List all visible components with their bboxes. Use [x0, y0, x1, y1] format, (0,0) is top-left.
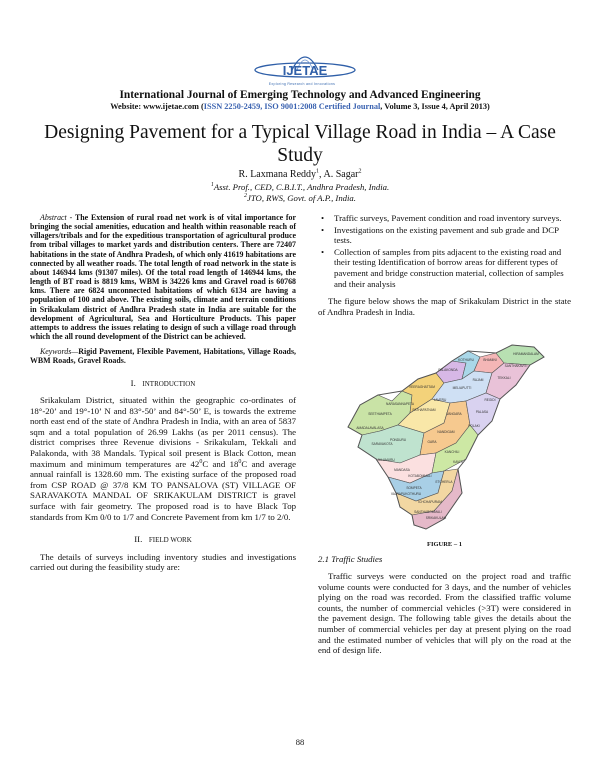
affiliation-1-mark: 1 — [210, 182, 214, 189]
intro-text-c: C and average annual rainfall is 1328.60 mm. The existing surface of the proposed road from CSP ROAD @ 37/8 KM TO PANSALOVA (ST) VILLAGE OF SARAVAKOTA MANDAL OF SRIKAKULAM DISTRICT is gravel surface with fair geometry. The proposed road is to have Black Top standards from Km 0/0 to 1/7 and Concrete Pavement from km 1/7 to 2/0. — [30, 458, 297, 522]
list-item: • Collection of samples from pits adjacent to the existing road and their testing Identification of borrow areas for different types of pavement and bridge construction material, collection of samples and their analysis — [318, 247, 571, 289]
map-regions — [348, 345, 544, 529]
affiliation-1 — [40, 182, 560, 192]
field-work-paragraph: The details of surveys including inventory studies and investigations carried out during the feasibility study are: — [30, 551, 296, 573]
map-region-label: VEERAGHATTAM — [409, 385, 435, 389]
introduction-paragraph — [30, 395, 296, 522]
degree-sup-1: 0 — [199, 458, 203, 465]
map-region-label: RAJAM — [472, 378, 484, 382]
map-region-label: KOTABOMMALI — [408, 474, 432, 478]
map-region-label: SANTHABOMMALI — [414, 510, 442, 514]
author-2-mark: 2 — [358, 168, 362, 175]
map-region-label: SANTHAKAVITI — [504, 364, 528, 368]
right-column — [318, 213, 571, 317]
section-heading-introduction — [30, 378, 296, 390]
map-region-label: GARA — [427, 440, 437, 444]
figure-caption: FIGURE – 1 — [426, 541, 463, 548]
map-region-label: NARASANNAPETA — [386, 402, 414, 406]
map-region-label: PALAKONDA — [438, 368, 458, 372]
abstract-label: Abstract - — [40, 213, 73, 222]
map-region-label: SEETHAMPETA — [368, 412, 392, 416]
abstract — [30, 213, 296, 341]
affiliation-1-text: Asst. Prof., CED, C.B.I.T., Andhra Pradesh, India. — [213, 182, 390, 192]
traffic-studies-paragraph: Traffic surveys were conducted on the project road and traffic volume counts were conducted for 3 days, and the number of vehicles plying on the road was recorded. From the classified traffic volume counts, the number of commercial vehicles (>3T) were considered in the pavement design. The following table gives the details about the number of commercial vehicles per day at present plying on the road and the estimated number of vehicles that will ply on the road at the end of design life. — [318, 571, 571, 656]
website-prefix: Website: www.ijetae.com ( — [110, 102, 204, 111]
map-region-label: PONDURU — [389, 438, 407, 442]
author-1: R. Laxmana Reddy — [238, 169, 317, 180]
map-region-label: KAVITI — [453, 460, 463, 464]
map-region-label: ETCHERLA — [435, 480, 453, 484]
map-region-label: PATHAPATNAM — [412, 408, 436, 412]
map-region-label: JALUMURU — [377, 458, 395, 462]
map-region-label: MELIAPUTTI — [452, 386, 472, 390]
map-region-label: LAVERU — [433, 398, 447, 402]
keywords — [30, 347, 296, 365]
issue-info: , Volume 3, Issue 4, April 2013) — [380, 102, 490, 111]
map-region-label: SARAVAKOTA — [371, 442, 393, 446]
survey-list — [318, 213, 571, 289]
page-number: 88 — [295, 737, 305, 747]
paper-title: Designing Pavement for a Typical Village Road in India – A Case Study — [44, 122, 556, 166]
section-number: II. — [134, 534, 143, 545]
section-heading-field-work — [30, 534, 296, 546]
map-region-label: SOMPETA — [406, 486, 422, 490]
list-item: • Traffic surveys, Pavement condition and road inventory surveys. — [318, 213, 571, 224]
left-column — [30, 213, 296, 573]
section-number: I. — [130, 377, 136, 388]
certification-link[interactable]: ISSN 2250-2459, ISO 9001:2008 Certified Journal — [203, 102, 381, 111]
section-title: FIELD WORK — [148, 536, 192, 545]
subsection-heading-traffic: 2.1 Traffic Studies — [318, 554, 383, 564]
map-region-label: PALASA — [475, 410, 489, 414]
keywords-label: Keywords— — [40, 347, 79, 357]
abstract-text: The Extension of rural road net work is of vital importance for bringing the social amenities, education and health within reasonable reach of villagers/tribals and for the expeditious transportation of agricultural produce from tribal villages to market yards and distribution centers. There are 72407 habitations in the state of Andhra Pradesh, of which only 41619 habitations are connected by all weather roads. The total length of road network in the state is about 146944 kms (91307 miles). Of the total road length of 146944 kms, the length of BT road is 8819 kms, WBM is 34226 kms and Gravel road is 60768 kms. There are 6824 unconnected habitations of which 6134 are having a population of 100 and above. The existing soils, climate and terrain conditions in Srikakulam district of Andhra Pradesh state in India are suitable for the development of Agricultural, Sea and Horticulture Products. This paper attempts to address the issues relating to design of such a village road through which the all round development of the District can be achieved. — [30, 213, 297, 342]
authors: R. Laxmana Reddy$^1$, A. Sagar$^2$ — [238, 168, 362, 180]
map-region-label: REGIDI — [484, 398, 496, 402]
affiliation-2-text: JTO, RWS, Govt. of A.P., India. — [247, 193, 356, 203]
map-region-label: VAJRAPUKOTHURU — [390, 492, 422, 496]
logo-tagline: Exploring Research and Innovations — [268, 82, 336, 86]
map-region-label: VANGARA — [446, 412, 462, 416]
map-region-label: POLAKI — [468, 424, 480, 428]
srikakulam-district-map — [340, 343, 550, 531]
degree-sup-2: 0 — [238, 458, 242, 465]
journal-name: International Journal of Emerging Technology and Advanced Engineering — [119, 89, 481, 101]
keywords-text: Rigid Pavement, Flexible Pavement, Habitations, Village Roads, WBM Roads, Gravel Roads. — [30, 347, 296, 366]
figure-intro-paragraph: The figure below shows the map of Srikakulam District in the state of Andhra Pradesh in India. — [318, 296, 571, 317]
intro-text-a: Srikakulam District, situated within the geographic co-ordinates of 18°-20’ and 19°-10’ N and 83°-50’ and 84°-50’ E, is towards the extreme north east end of the state of Andhra Pradesh in India, with an area of 5837 sqm and a total population of 26.99 Lakhs (as per 2011 census). The district comprises three Revenue divisions - Srikakulam, Tekkali and Palakonda, with 38 Mandals. Typical soil present is Black Cotton, mean maximum and minimum temperatures are 42 — [30, 395, 296, 469]
list-item: • Investigations on the existing pavement and sub grade and DCP tests. — [318, 225, 571, 246]
section-title: INTRODUCTION — [142, 379, 196, 388]
map-region-label: BHAMINI — [483, 358, 497, 362]
map-region-label: KANCHILI — [444, 450, 460, 454]
map-region-label: SRIKAKULAM — [425, 516, 447, 520]
affiliation-2 — [40, 193, 560, 203]
map-region-label: ICHCHAPURAM — [418, 500, 442, 504]
ijetae-logo — [250, 46, 360, 82]
map-region-label: KOTHURU — [458, 358, 474, 362]
map-region-label: MANDASA — [394, 468, 410, 472]
map-region-label: TEKKALI — [497, 376, 511, 380]
map-region-label: NANDIGAM — [437, 430, 455, 434]
logo-text: IJETAE — [282, 63, 328, 78]
traffic-studies-column — [318, 571, 571, 656]
map-region-label: HIRAMANDALAM — [513, 352, 539, 356]
journal-website-line — [30, 102, 570, 111]
intro-text-b: C and 18 — [202, 458, 239, 469]
author-1-mark: 1 — [316, 168, 320, 175]
map-region-label: AMADALAVALASA — [356, 426, 384, 430]
affiliation-2-mark: 2 — [244, 193, 248, 200]
author-2: A. Sagar — [323, 169, 359, 180]
